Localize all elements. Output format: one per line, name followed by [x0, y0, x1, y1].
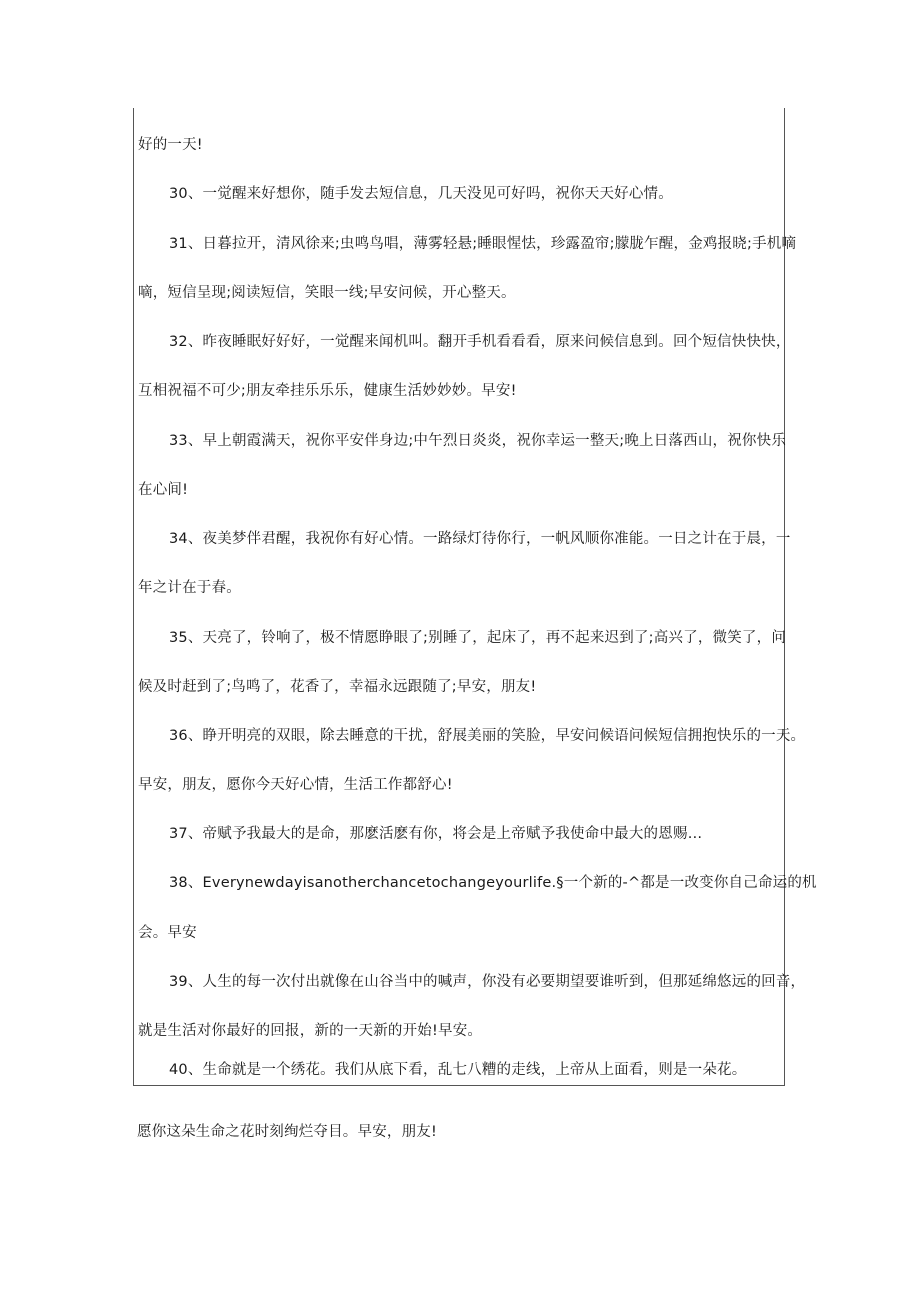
- text-line: 33、早上朝霞满天，祝你平安伴身边;中午烈日炎炎，祝你幸运一整天;晚上日落西山，祝你快乐: [169, 433, 787, 449]
- text-line: 40、生命就是一个绣花。我们从底下看，乱七八糟的走线，上帝从上面看，则是一朵花。: [169, 1062, 747, 1078]
- text-line: 30、一觉醒来好想你，随手发去短信息，几天没见可好吗，祝你天天好心情。: [169, 186, 673, 202]
- text-line: 候及时赶到了;鸟鸣了，花香了，幸福永远跟随了;早安，朋友!: [138, 679, 537, 695]
- text-line: 就是生活对你最好的回报，新的一天新的开始!早安。: [138, 1023, 483, 1039]
- text-line: 36、睁开明亮的双眼，除去睡意的干扰，舒展美丽的笑脸，早安问候语问候短信拥抱快乐的一天。: [169, 728, 806, 744]
- text-line: 会。早安: [138, 925, 197, 941]
- text-line: 34、夜美梦伴君醒，我祝你有好心情。一路绿灯待你行，一帆风顺你准能。一日之计在于晨，一: [169, 531, 791, 547]
- text-line: 好的一天!: [138, 137, 203, 153]
- text-line: 早安，朋友，愿你今天好心情，生活工作都舒心!: [138, 777, 453, 793]
- text-line: 嘀，短信呈现;阅读短信，笑眼一线;早安问候，开心整天。: [138, 285, 516, 301]
- text-line: 38、Everynewdayisanotherchancetochangeyourlife.§一个新的-^都是一改变你自己命运的机: [169, 875, 817, 891]
- text-line: 31、日暮拉开，清风徐来;虫鸣鸟唱，薄雾轻悬;睡眼惺怯，珍露盈帘;朦胧乍醒，金鸡报晓;手机嘀: [169, 236, 797, 252]
- trailing-text-line: 愿你这朵生命之花时刻绚烂夺目。早安，朋友!: [137, 1124, 438, 1140]
- text-line: 互相祝福不可少;朋友牵挂乐乐乐，健康生活妙妙妙。早安!: [138, 383, 517, 399]
- text-line: 37、帝赋予我最大的是命，那麽活麽有你，将会是上帝赋予我使命中最大的恩赐…: [169, 826, 703, 842]
- text-line: 在心间!: [138, 482, 189, 498]
- text-line: 32、昨夜睡眠好好好，一觉醒来闻机叫。翻开手机看看看，原来问候信息到。回个短信快快快，: [169, 334, 791, 350]
- content-box: [133, 108, 817, 1086]
- text-line: 39、人生的每一次付出就像在山谷当中的喊声，你没有必要期望要谁听到，但那延绵悠远的回音，: [169, 974, 806, 990]
- text-line: 年之计在于春。: [138, 580, 241, 596]
- text-line: 35、天亮了，铃响了，极不情愿睁眼了;别睡了，起床了，再不起来迟到了;高兴了，微笑了，问: [169, 630, 787, 646]
